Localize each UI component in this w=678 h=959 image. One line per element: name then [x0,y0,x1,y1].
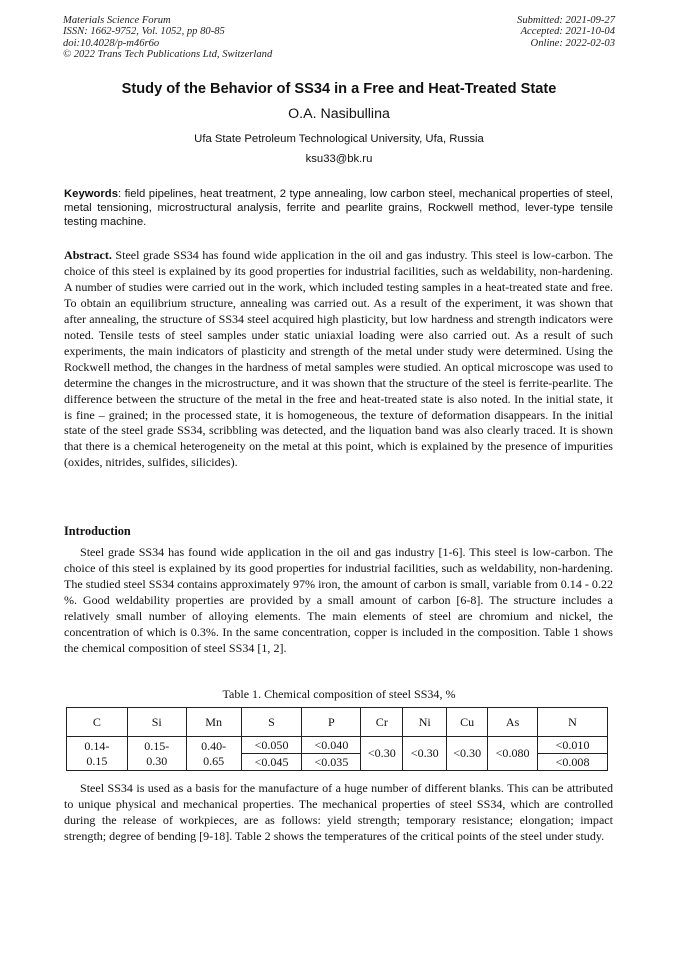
nitrogen-value-2: <0.008 [538,754,608,771]
header-cell: Si [127,708,186,737]
sulfur-value-1: <0.050 [241,737,302,754]
author-email: ksu33@bk.ru [305,153,373,165]
carbon-cell [67,737,128,771]
online-date: Online: 2022-02-03 [530,37,615,49]
abstract-text: Steel grade SS34 has found wide application in the oil and gas industry. This steel is low-carbon. The choice of this steel is explained by its good properties for industrial facilities, such as weldability, non-hardening. A number of studies were carried out in the work, which included testing samples in a heat-treated state and free. To obtain an equilibrium structure, annealing was carried out. As a result of the experiment, it was shown that after annealing, the structure of SS34 steel acquired high plasticity, but low hardness and strength indicators were noted. Tensile tests of steel samples under static uniaxial loading were also carried out. As a result of such experiments, the main indicators of plasticity and strength of the metal under study were determined. Using the Rockwell method, the changes in the hardness of metal samples were studied. An optical microscope was used to determine the changes in the microstructure, and it was shown that the structure of the steel is ferrite-pearlite. The difference between the structure of the metal in the free and heat-treated state is also noted. In the initial state, it is fine – grained; in the processed state, it is homogeneous, the texture of deformation disappears. In the initial state of the steel grade SS34, scribbling was detected, and the liquation band was also clearly traced. It is shown that there is a chemical heterogeneity on the metal at this point, which is explained by the presence of impurities (oxides, nitrides, sulfides, silicides). [64,248,613,470]
carbon-max: 0.15 [86,753,108,768]
table-header-row [67,708,608,737]
phosphorus-value-2: <0.035 [302,754,361,771]
author-affiliation: Ufa State Petroleum Technological University, Ufa, Russia [194,133,484,145]
manganese-max: 0.65 [203,753,225,768]
nickel-value: <0.30 [403,737,447,771]
keywords [64,187,613,229]
header-cell: N [538,708,608,737]
submission-dates [517,15,615,49]
journal-copyright: © 2022 Trans Tech Publications Ltd, Switzerland [63,49,273,61]
header-cell: P [302,708,361,737]
journal-issn: ISSN: 1662-9752, Vol. 1052, pp 80-85 [63,26,225,38]
manganese-cell [186,737,241,771]
header-cell: Cu [447,708,488,737]
accepted-date: Accepted: 2021-10-04 [520,26,615,38]
table-1-caption: Table 1. Chemical composition of steel SS34, % [222,687,456,701]
journal-info [63,15,272,61]
chromium-value: <0.30 [361,737,403,771]
introduction-paragraph-2: Steel SS34 is used as a basis for the manufacture of a huge number of different blanks. This can be attributed to unique physical and mechanical properties. The mechanical properties of steel SS34, which are controlled during the release of workpieces, are as follows: yield strength; temporary resistance; elongation; impact strength; degree of bending [9-18]. Table 2 shows the temperatures of the critical points of the steel under study. [64,781,613,843]
abstract [64,248,613,471]
carbon-min: 0.14- [84,738,110,753]
sulfur-value-2: <0.045 [241,754,302,771]
submitted-date: Submitted: 2021-09-27 [517,15,615,26]
header-cell: Mn [186,708,241,737]
header-cell: Cr [361,708,403,737]
copper-value: <0.30 [447,737,488,771]
header-cell: C [67,708,128,737]
journal-name: Materials Science Forum [63,15,171,26]
paper-title: Study of the Behavior of SS34 in a Free and Heat-Treated State [121,81,557,97]
manganese-min: 0.40- [201,738,227,753]
silicon-max: 0.30 [146,753,168,768]
phosphorus-value-1: <0.040 [302,737,361,754]
abstract-label: Abstract. [64,248,112,262]
chemical-composition-table [66,707,608,771]
introduction-paragraph-1: Steel grade SS34 has found wide application in the oil and gas industry [1-6]. This steel is low-carbon. The choice of this steel is explained by its good properties for industrial facilities, such as weldability, non-hardening. The studied steel SS34 contains approximately 97% iron, the amount of carbon is small, variable from 0.14 - 0.22 %. Good weldability properties are provided by a small amount of carbon [6-8]. The structure includes a relatively small number of alloying elements. The main elements of steel are chromium and nickel, the concentration of which is 0.3%. In the same concentration, copper is included in the composition. Table 1 shows the chemical composition of steel SS34 [1, 2]. [64,545,613,655]
silicon-min: 0.15- [144,738,170,753]
arsenic-value: <0.080 [488,737,538,771]
author-name: O.A. Nasibullina [288,106,390,122]
header-cell: S [241,708,302,737]
nitrogen-value-1: <0.010 [538,737,608,754]
silicon-cell [127,737,186,771]
keywords-label: Keywords [64,188,118,200]
keywords-text: : field pipelines, heat treatment, 2 type annealing, low carbon steel, mechanical properties of steel, metal tensioning, microstructural analysis, ferrite and pearlite grains, Rockwell method, lever-type tensile testing machine. [64,188,613,228]
table-row [67,737,608,754]
header-cell: Ni [403,708,447,737]
journal-doi: doi:10.4028/p-m46r6o [63,37,160,49]
header-cell: As [488,708,538,737]
introduction-heading: Introduction [64,524,131,538]
